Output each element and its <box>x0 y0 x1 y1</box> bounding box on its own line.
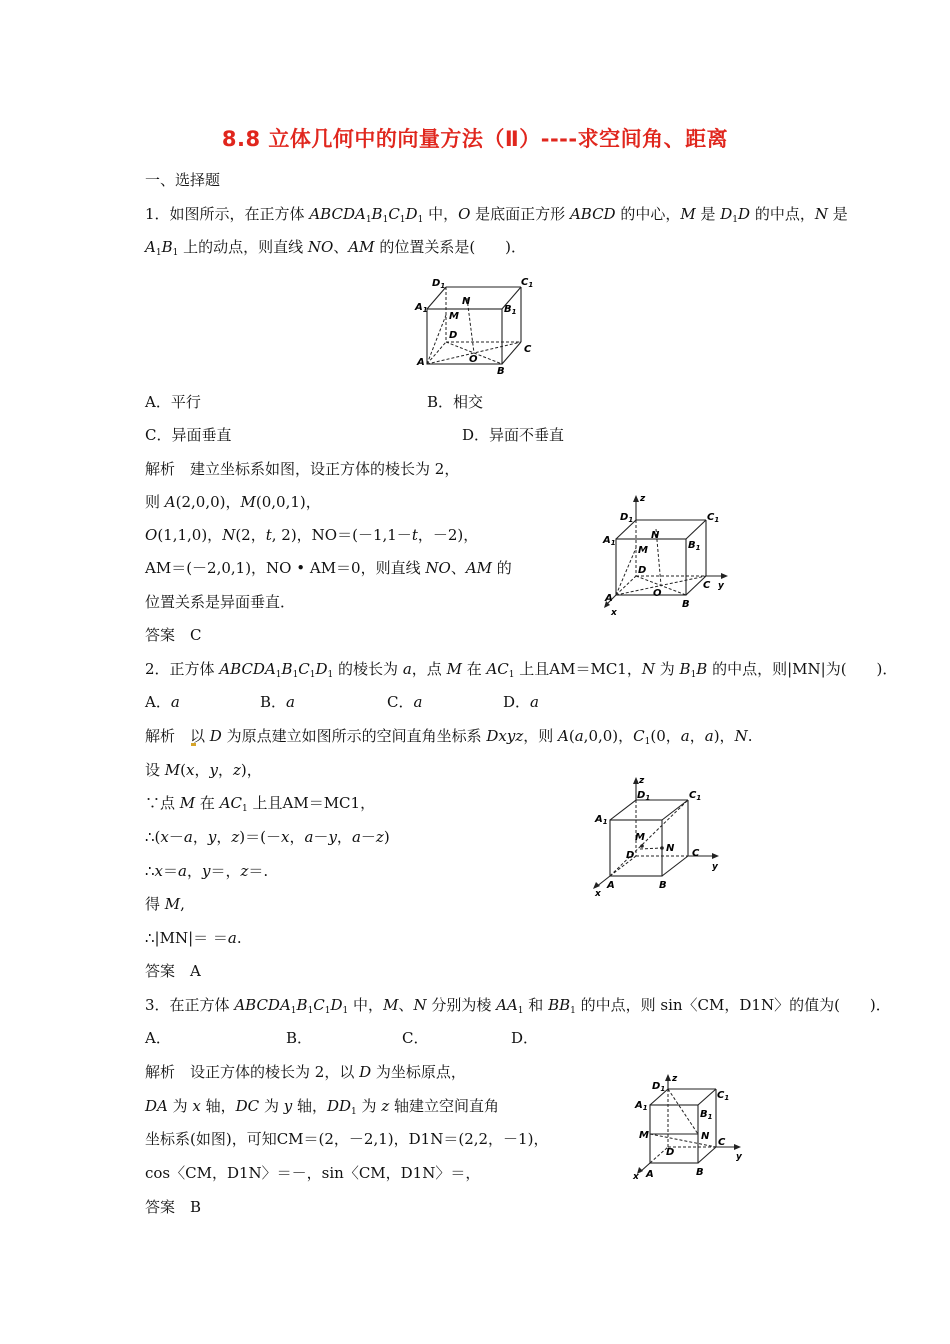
axis-label-x: x <box>611 608 617 618</box>
label-b1: $B_1$ <box>700 1109 713 1121</box>
label-d: D <box>626 850 635 861</box>
label-n: N <box>666 843 675 854</box>
q1-solution-line5: 位置关系是异面垂直． <box>145 593 296 611</box>
axis-label-z: z <box>640 494 646 504</box>
label-b: B <box>497 366 505 377</box>
q1-cube-figure <box>415 272 535 377</box>
axis-label-z: z <box>639 776 645 786</box>
section-heading: 一、选择题 <box>145 171 221 189</box>
label-c: C <box>703 580 711 591</box>
q2-option-b: B．a <box>260 693 295 711</box>
label-d: D <box>449 330 458 341</box>
q1-option-b: B．相交 <box>427 393 484 411</box>
label-c: C <box>718 1137 726 1148</box>
q3-option-b: B． <box>286 1029 313 1047</box>
axis-label-x: x <box>633 1172 639 1182</box>
q1-option-a: A．平行 <box>145 393 201 411</box>
label-c: C <box>524 344 532 355</box>
q3-solution-line4: cos〈CM，D1N〉＝－，sin〈CM，D1N〉＝， <box>145 1164 481 1182</box>
q3-coordinate-figure <box>630 1075 755 1185</box>
q2-solution-line4: ∴(x－a，y，z)＝(－x，a－y，a－z) <box>145 828 390 846</box>
q3-option-c: C． <box>402 1029 429 1047</box>
q2-option-a: A．a <box>145 693 180 711</box>
q1-coordinate-figure <box>600 493 735 618</box>
q2-solution-line5: ∴x＝a，y＝，z＝. <box>145 862 269 880</box>
label-d1: $D_1$ <box>637 790 651 802</box>
q1-solution-line4: AM＝(－2,0,1)，NO • AM＝0，则直线 NO、AM 的 <box>145 559 512 577</box>
label-a1: $A_1$ <box>635 1100 648 1112</box>
label-c1: $C_1$ <box>717 1090 730 1102</box>
label-b1: $B_1$ <box>504 304 517 316</box>
label-a1: $A_1$ <box>415 302 428 314</box>
q1-stem-line1: 1．如图所示，在正方体 $ABCDA_1B_1C_1D_1$ 中，O 是底面正方形 ABCD 的中心，M 是 $D_1D$ 的中点，N 是 <box>145 205 848 225</box>
label-a1: $A_1$ <box>603 535 616 547</box>
q2-solution-line1: 解析 以 D 为原点建立如图所示的空间直角坐标系 Dxyz，则 A(a,0,0)，$C_1(0$，a，a)，N. <box>145 727 753 747</box>
label-b1: $B_1$ <box>688 540 701 552</box>
label-n: N <box>462 296 471 307</box>
label-a: A <box>646 1169 654 1180</box>
q3-stem: 3．在正方体 $ABCDA_1B_1C_1D_1$ 中，M、N 分别为棱 $AA_1$ 和 $BB_1$ 的中点，则 sin〈CM，D1N〉的值为( )． <box>145 996 891 1016</box>
page-title: 8.8 立体几何中的向量方法（Ⅱ）----求空间角、距离 <box>221 127 729 151</box>
q2-option-c: C．a <box>387 693 423 711</box>
axis-label-x: x <box>595 889 601 899</box>
q1-option-d: D．异面不垂直 <box>462 426 565 444</box>
label-c1: $C_1$ <box>689 790 702 802</box>
label-m: M <box>638 545 648 556</box>
q3-solution-line1: 解析 设正方体的棱长为 2，以 D 为坐标原点， <box>145 1063 466 1081</box>
label-o: O <box>653 588 662 599</box>
label-a1: $A_1$ <box>595 814 608 826</box>
q3-option-a: A． <box>145 1029 171 1047</box>
q2-solution-line7: ∴|MN|＝ ＝a. <box>145 929 242 947</box>
axis-label-z: z <box>672 1074 678 1084</box>
label-a: A <box>607 880 615 891</box>
q1-solution-line2: 则 A(2,0,0)，M(0,0,1)， <box>145 493 321 511</box>
q2-coordinate-figure <box>590 776 730 899</box>
q3-solution-line3: 坐标系(如图)，可知CM＝(2，－2,1)，D1N＝(2,2，－1)， <box>145 1130 549 1148</box>
axis-label-y: y <box>718 581 724 591</box>
label-m: M <box>635 832 645 843</box>
q1-answer: 答案 C <box>145 626 202 644</box>
q3-option-d: D． <box>511 1029 539 1047</box>
q2-stem: 2．正方体 $ABCDA_1B_1C_1D_1$ 的棱长为 a，点 M 在 $AC_1$ 上且AM＝MC1，N 为 $B_1B$ 的中点，则|MN|为( )． <box>145 660 898 680</box>
q1-stem-line2: $A_1B_1$ 上的动点，则直线 NO、AM 的位置关系是( )． <box>145 238 527 258</box>
label-d1: $D_1$ <box>432 278 446 290</box>
axis-label-y: y <box>712 862 718 872</box>
label-n: N <box>651 530 660 541</box>
label-m: M <box>449 311 459 322</box>
q2-solution-line3: ∵点 M 在 $AC_1$ 上且AM＝MC1， <box>145 794 376 814</box>
label-a: A <box>417 357 425 368</box>
label-m: M <box>639 1130 649 1141</box>
label-c1: $C_1$ <box>521 277 534 289</box>
q3-answer: 答案 B <box>145 1198 202 1216</box>
q1-option-c: C．异面垂直 <box>145 426 232 444</box>
axis-label-y: y <box>736 1152 742 1162</box>
label-b: B <box>682 599 690 610</box>
q3-solution-line2: DA 为 x 轴，DC 为 y 轴，$DD_1$ 为 z 轴建立空间直角 <box>145 1097 500 1117</box>
label-d1: $D_1$ <box>652 1081 666 1093</box>
q1-solution-line3: O(1,1,0)，N(2，t, 2)，NO＝(－1,1－t，－2)， <box>145 526 479 544</box>
q2-solution-line6: 得 M, <box>145 895 185 913</box>
label-o: O <box>469 354 478 365</box>
label-c: C <box>692 848 700 859</box>
q1-solution-line1: 解析 建立坐标系如图，设正方体的棱长为 2， <box>145 460 460 478</box>
label-d: D <box>638 565 647 576</box>
label-n: N <box>701 1131 710 1142</box>
label-c1: $C_1$ <box>707 512 720 524</box>
label-b: B <box>659 880 667 891</box>
label-d: D <box>666 1147 675 1158</box>
q2-solution-line2: 设 M(x，y，z)， <box>145 761 262 779</box>
q2-option-d: D．a <box>503 693 539 711</box>
q2-answer: 答案 A <box>145 962 201 980</box>
label-d1: $D_1$ <box>620 512 634 524</box>
label-b: B <box>696 1167 704 1178</box>
label-a: A <box>605 593 613 604</box>
